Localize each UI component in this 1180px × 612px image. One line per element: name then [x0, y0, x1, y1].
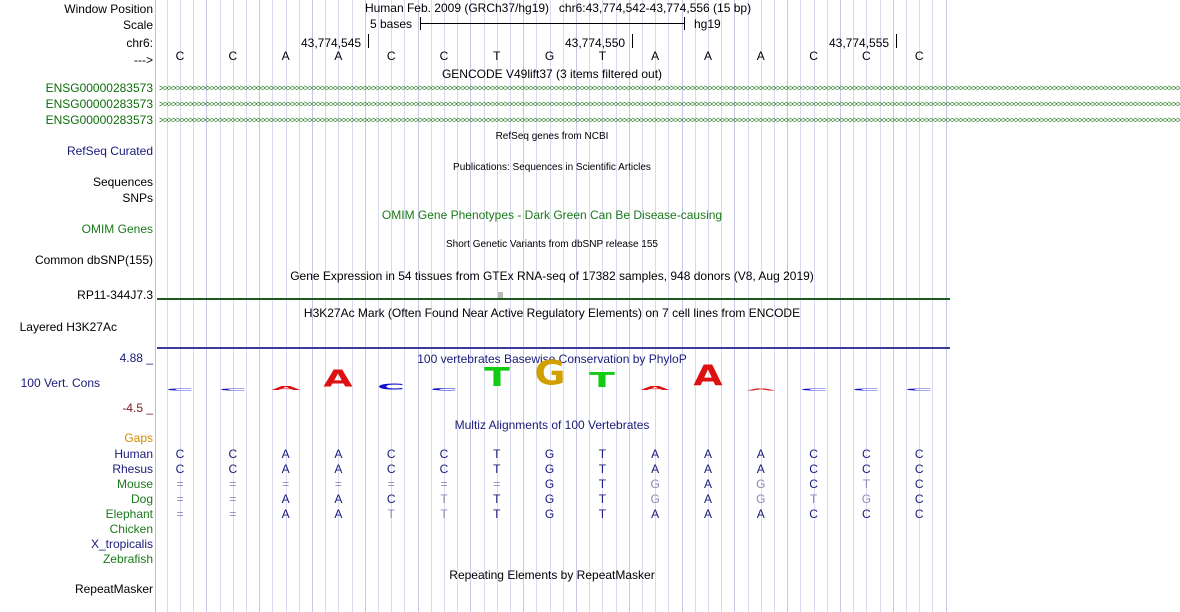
publications-track-title: Publications: Sequences in Scientific Articles — [453, 162, 651, 173]
alignment-base: C — [809, 477, 818, 491]
conservation-logo-letter: C — [377, 382, 406, 392]
alignment-base: C — [175, 462, 185, 476]
label-refseq[interactable]: RefSeq Curated — [66, 144, 153, 158]
species-label[interactable]: Mouse — [116, 477, 153, 491]
label-chrom: chr6: — [126, 36, 153, 50]
alignment-base: A — [703, 477, 713, 491]
alignment-base: C — [914, 477, 924, 491]
alignment-base: C — [386, 447, 396, 461]
label-scale: Scale — [122, 18, 153, 32]
alignment-base: A — [651, 462, 660, 476]
alignment-base: A — [334, 507, 343, 521]
conservation-logo-letter: C — [430, 386, 458, 392]
alignment-base: T — [598, 492, 607, 506]
sequence-base: C — [386, 49, 396, 63]
alignment-base: A — [334, 492, 343, 506]
gene-feature-1[interactable]: >>>>>>>>>>>>>>>>>>>>>>>>>>>>>>>>>>>>>>>>>>>>>>>>>>>>>>>>>>>>>>>>>>>>>>>>>>>>>>>>>>>>>>>>>>>>>>>>>>>>>>>>>>>>>>>>>>>>>>>>>>>>>>>>>>>>>>>>>>>>>>>>>>>>>>>>>>>>>>>>>>>>>>>>>>>>>>>>>>>>>>>>>>>>>>>>>>>>>>>>>>>>>>>>>>>>>>>>>>>>>>>>>>>>>>>>>>>>>>>> — [159, 83, 1180, 93]
conservation-logo-letter: T — [589, 368, 616, 393]
alignment-base: G — [544, 447, 555, 461]
sequence-base: T — [493, 49, 501, 63]
label-cons-max: 4.88 _ — [119, 351, 153, 365]
alignment-base: G — [650, 477, 660, 491]
alignment-base: A — [703, 507, 713, 521]
alignment-base: G — [756, 477, 766, 491]
alignment-base: T — [809, 492, 818, 506]
alignment-base: C — [439, 447, 449, 461]
h3k27ac-signal-bar — [157, 347, 950, 349]
alignment-base: C — [914, 462, 924, 476]
label-omim[interactable]: OMIM Genes — [81, 222, 153, 236]
alignment-base: C — [914, 507, 924, 521]
alignment-base: T — [387, 507, 395, 521]
alignment-base: G — [544, 507, 555, 521]
species-label[interactable]: Human — [114, 447, 153, 461]
sequence-base: C — [175, 49, 185, 63]
conservation-logo-letter: A — [271, 385, 301, 392]
coord-tick-3 — [896, 34, 897, 48]
alignment-base: = — [334, 477, 342, 491]
sequence-base: T — [598, 49, 607, 63]
label-gaps[interactable]: Gaps — [124, 431, 153, 445]
h3k27ac-track-title: H3K27Ac Mark (Often Found Near Active Regulatory Elements) on 7 cell lines from ENCODE — [303, 306, 801, 320]
sequence-base: C — [228, 49, 238, 63]
alignment-base: A — [334, 462, 343, 476]
sequence-base: A — [281, 49, 290, 63]
rp11-feature-bar[interactable] — [157, 298, 950, 300]
species-label[interactable]: X_tropicalis — [90, 537, 153, 551]
refseq-track-title: RefSeq genes from NCBI — [495, 131, 609, 142]
label-gene-2[interactable]: ENSG00000283573 — [45, 97, 153, 111]
label-strand-arrow: ---> — [134, 53, 153, 67]
alignment-base: G — [650, 492, 660, 506]
scale-db: hg19 — [694, 17, 721, 31]
alignment-base: C — [862, 462, 871, 476]
alignment-base: C — [862, 447, 871, 461]
species-label[interactable]: Rhesus — [112, 462, 153, 476]
alignment-base: A — [651, 507, 660, 521]
alignment-base: G — [544, 462, 555, 476]
label-dbsnp[interactable]: Common dbSNP(155) — [34, 253, 153, 267]
sequence-base: A — [703, 49, 713, 63]
alignment-base: A — [281, 507, 290, 521]
alignment-base: T — [493, 447, 501, 461]
alignment-base: C — [809, 507, 818, 521]
alignment-base: = — [176, 507, 184, 521]
conservation-logo-letter: A — [746, 388, 776, 392]
species-label[interactable]: Elephant — [105, 507, 153, 521]
sequence-base: C — [439, 49, 449, 63]
alignment-base: C — [809, 447, 818, 461]
scale-bar-right-tick — [684, 17, 685, 30]
track-area[interactable] — [157, 0, 1180, 612]
alignment-base: A — [281, 447, 290, 461]
alignment-base: T — [598, 462, 607, 476]
repeatmasker-track-title: Repeating Elements by RepeatMasker — [449, 568, 655, 582]
alignment-base: A — [756, 447, 765, 461]
scale-bar — [420, 23, 684, 24]
gene-feature-3[interactable]: >>>>>>>>>>>>>>>>>>>>>>>>>>>>>>>>>>>>>>>>>>>>>>>>>>>>>>>>>>>>>>>>>>>>>>>>>>>>>>>>>>>>>>>>>>>>>>>>>>>>>>>>>>>>>>>>>>>>>>>>>>>>>>>>>>>>>>>>>>>>>>>>>>>>>>>>>>>>>>>>>>>>>>>>>>>>>>>>>>>>>>>>>>>>>>>>>>>>>>>>>>>>>>>>>>>>>>>>>>>>>>>>>>>>>>>>>>>>>>>> — [159, 115, 1180, 125]
alignment-base: C — [809, 462, 818, 476]
multiz-track-title: Multiz Alignments of 100 Vertebrates — [454, 418, 650, 432]
alignment-base: A — [334, 447, 343, 461]
alignment-base: T — [862, 477, 871, 491]
gtex-track-title: Gene Expression in 54 tissues from GTEx RNA-seq of 17382 samples, 948 donors (V8, Aug 2019) — [290, 269, 814, 283]
conservation-logo-letter: C — [905, 388, 934, 392]
sequence-base: A — [651, 49, 660, 63]
track-label-column — [0, 0, 155, 612]
alignment-base: A — [756, 462, 765, 476]
conservation-logo-letter: T — [483, 363, 510, 393]
label-separator — [155, 0, 156, 612]
phylop-track-title: 100 vertebrates Basewise Conservation by PhyloP — [417, 352, 687, 366]
label-h3k27ac[interactable]: Layered H3K27Ac — [19, 320, 117, 334]
alignment-base: A — [703, 462, 713, 476]
alignment-base: = — [176, 477, 184, 491]
sequence-base: C — [809, 49, 818, 63]
sequence-base: G — [544, 49, 555, 63]
alignment-base: A — [756, 507, 765, 521]
alignment-base: C — [386, 462, 396, 476]
alignment-base: = — [229, 477, 237, 491]
alignment-base: = — [440, 477, 448, 491]
alignment-base: T — [440, 492, 448, 506]
label-cons-min: -4.5 _ — [122, 401, 153, 415]
coord-tick-1 — [368, 34, 369, 48]
alignment-base: A — [281, 492, 290, 506]
label-rp11[interactable]: RP11-344J7.3 — [77, 288, 153, 302]
label-cons[interactable]: 100 Vert. Cons — [20, 376, 100, 390]
sequence-base: A — [756, 49, 765, 63]
alignment-base: C — [228, 462, 238, 476]
alignment-base: A — [703, 447, 713, 461]
alignment-base: G — [544, 492, 555, 506]
alignment-base: C — [914, 492, 924, 506]
position-title: chr6:43,774,542-43,774,556 (15 bp) — [558, 1, 752, 15]
gene-feature-2[interactable]: >>>>>>>>>>>>>>>>>>>>>>>>>>>>>>>>>>>>>>>>>>>>>>>>>>>>>>>>>>>>>>>>>>>>>>>>>>>>>>>>>>>>>>>>>>>>>>>>>>>>>>>>>>>>>>>>>>>>>>>>>>>>>>>>>>>>>>>>>>>>>>>>>>>>>>>>>>>>>>>>>>>>>>>>>>>>>>>>>>>>>>>>>>>>>>>>>>>>>>>>>>>>>>>>>>>>>>>>>>>>>>>>>>>>>>>>>>>>>>>> — [159, 99, 1180, 109]
alignment-base: T — [493, 492, 501, 506]
conservation-logo-letter: G — [534, 354, 566, 394]
alignment-base: A — [703, 492, 713, 506]
conservation-logo-letter: C — [218, 388, 247, 392]
label-window-position: Window Position — [64, 2, 153, 16]
alignment-base: G — [861, 492, 872, 506]
alignment-base: C — [386, 492, 396, 506]
alignment-base: T — [493, 462, 501, 476]
sequence-base: C — [914, 49, 924, 63]
label-gene-1[interactable]: ENSG00000283573 — [45, 81, 153, 95]
alignment-base: C — [228, 447, 238, 461]
conservation-logo-letter: C — [852, 388, 881, 392]
alignment-base: C — [175, 447, 185, 461]
alignment-base: T — [598, 477, 607, 491]
alignment-base: = — [176, 492, 184, 506]
label-sequences[interactable]: Sequences — [92, 175, 153, 189]
conservation-logo-letter: C — [799, 388, 828, 392]
conservation-logo-letter: A — [640, 385, 670, 392]
alignment-base: T — [493, 507, 501, 521]
gencode-track-title: GENCODE V49lift37 (3 items filtered out) — [441, 67, 663, 81]
sequence-base: C — [862, 49, 871, 63]
alignment-base: A — [651, 447, 660, 461]
alignment-base: = — [282, 477, 290, 491]
label-gene-3[interactable]: ENSG00000283573 — [45, 113, 153, 127]
alignment-base: = — [493, 477, 501, 491]
alignment-base: T — [598, 507, 607, 521]
conservation-logo-letter: C — [166, 388, 194, 392]
coord-2: 43,774,550 — [565, 36, 626, 50]
conservation-logo-letter: A — [323, 365, 353, 393]
coord-1: 43,774,545 — [301, 36, 362, 50]
alignment-base: G — [544, 477, 555, 491]
species-label[interactable]: Dog — [130, 492, 153, 506]
alignment-base: T — [440, 507, 448, 521]
coord-3: 43,774,555 — [829, 36, 890, 50]
scale-text: 5 bases — [370, 17, 413, 31]
alignment-base: G — [756, 492, 766, 506]
alignment-base: C — [439, 462, 449, 476]
alignment-base: A — [281, 462, 290, 476]
alignment-base: = — [229, 492, 237, 506]
dbsnp-track-title: Short Genetic Variants from dbSNP release 155 — [446, 239, 658, 250]
species-label[interactable]: Chicken — [109, 522, 153, 536]
alignment-base: T — [598, 447, 607, 461]
conservation-logo-letter: A — [693, 360, 723, 394]
species-label[interactable]: Zebrafish — [102, 552, 153, 566]
omim-track-title: OMIM Gene Phenotypes - Dark Green Can Be Disease-causing — [381, 208, 723, 222]
alignment-base: = — [387, 477, 395, 491]
coord-tick-2 — [632, 34, 633, 48]
assembly-title: Human Feb. 2009 (GRCh37/hg19) — [364, 1, 550, 15]
alignment-base: = — [229, 507, 237, 521]
label-repeatmasker[interactable]: RepeatMasker — [74, 582, 153, 596]
sequence-base: A — [334, 49, 343, 63]
alignment-base: C — [914, 447, 924, 461]
label-snps[interactable]: SNPs — [122, 191, 153, 205]
alignment-base: C — [862, 507, 871, 521]
